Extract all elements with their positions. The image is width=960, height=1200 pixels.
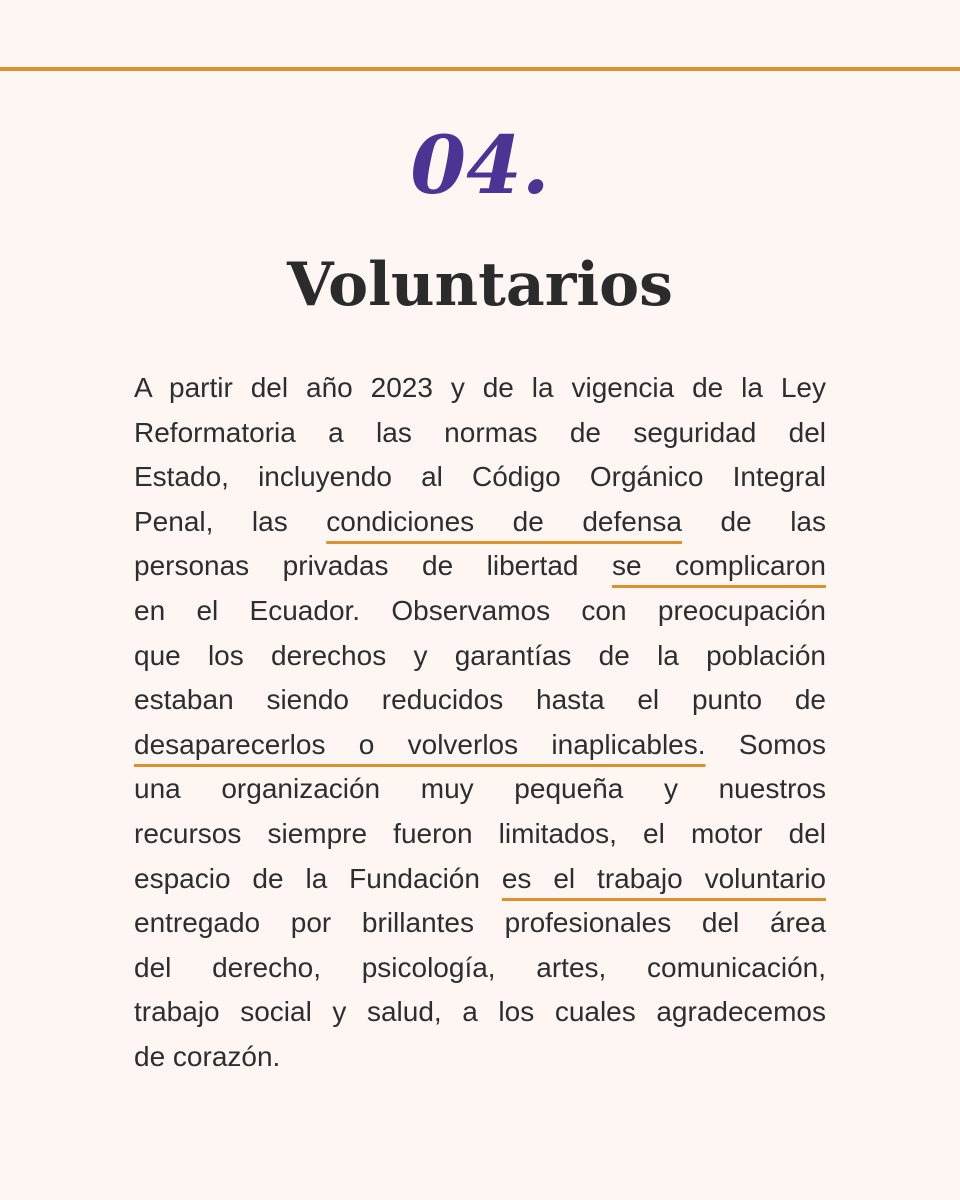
highlighted-phrase: se complicaron	[611, 550, 826, 582]
paragraph-line	[134, 990, 826, 1035]
paragraph-line	[134, 455, 826, 500]
highlighted-phrase: es el trabajo voluntario	[501, 862, 826, 894]
paragraph-line	[134, 544, 826, 589]
paragraph-line	[134, 901, 826, 946]
text-segment: que los derechos y garantías de la población	[134, 639, 826, 671]
text-segment: del derecho, psicología, artes, comunicación,	[134, 951, 826, 983]
section-number: 04.	[410, 118, 550, 212]
text-segment: espacio de la Fundación	[134, 862, 502, 894]
paragraph-line	[134, 366, 826, 411]
text-segment: Penal, las	[134, 505, 327, 537]
text-segment: trabajo social y salud, a los cuales agradecemos	[134, 996, 826, 1028]
paragraph-line	[134, 767, 826, 812]
text-segment: estaban siendo reducidos hasta el punto de	[134, 684, 826, 716]
paragraph-line	[134, 411, 826, 456]
highlighted-phrase: desaparecerlos o volverlos inaplicables.	[134, 728, 706, 760]
text-segment: de las	[682, 505, 827, 537]
paragraph-line	[134, 1035, 826, 1080]
text-segment: recursos siempre fueron limitados, el motor del	[134, 817, 826, 849]
text-segment: entregado por brillantes profesionales del área	[134, 907, 826, 939]
text-segment: Estado, incluyendo al Código Orgánico Integral	[134, 461, 826, 493]
paragraph-line	[134, 723, 826, 768]
paragraph-line	[134, 857, 826, 902]
body-paragraph	[134, 366, 826, 1080]
text-segment: en el Ecuador. Observamos con preocupación	[134, 594, 826, 626]
text-segment: A partir del año 2023 y de la vigencia de la Ley	[134, 372, 826, 403]
paragraph-line	[134, 812, 826, 857]
text-segment: una organización muy pequeña y nuestros	[134, 773, 826, 805]
highlighted-phrase: condiciones de defensa	[326, 505, 682, 537]
top-divider	[0, 67, 960, 71]
text-segment: de corazón.	[134, 1040, 281, 1072]
text-segment: Somos	[705, 728, 826, 760]
paragraph-line	[134, 589, 826, 634]
text-segment: Reformatoria a las normas de seguridad del	[134, 416, 826, 448]
paragraph-line	[134, 500, 826, 545]
page-title: Voluntarios	[287, 250, 673, 320]
paragraph-line	[134, 634, 826, 679]
text-segment: personas privadas de libertad	[134, 550, 612, 582]
paragraph-line	[134, 946, 826, 991]
paragraph-line	[134, 678, 826, 723]
